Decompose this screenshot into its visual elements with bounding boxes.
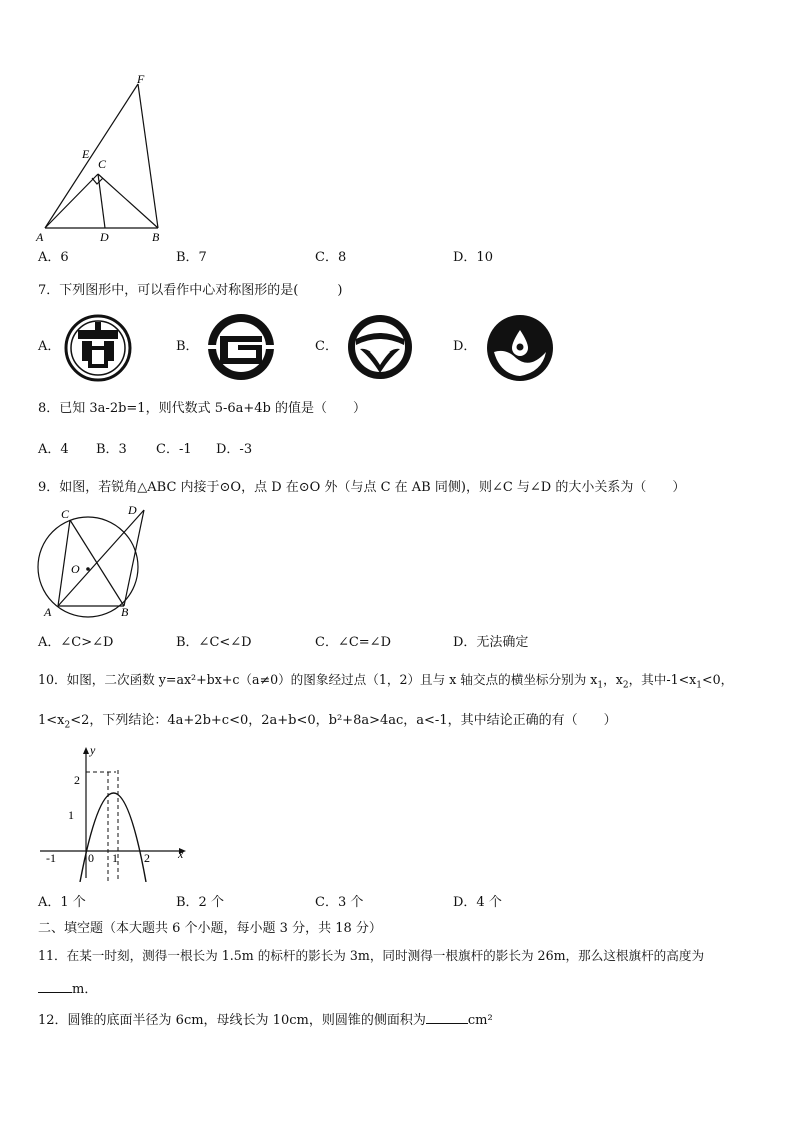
q10-label-x2: 2	[144, 851, 150, 865]
q7-option-c[interactable]: C．	[315, 339, 338, 354]
q7-option-b[interactable]: B．	[176, 339, 199, 354]
q9-option-c[interactable]: C．∠C=∠D	[315, 635, 391, 650]
q8-stem: 8．已知 3a-2b=1，则代数式 5-6a+4b 的值是（ ）	[38, 401, 367, 416]
q10-label-two: 2	[74, 773, 80, 787]
q6-label-B: B	[152, 230, 160, 244]
q11-line2	[38, 980, 97, 998]
q10-option-d[interactable]: D．4 个	[453, 895, 502, 910]
q7-logo-c-icon	[346, 313, 414, 381]
q6-label-F: F	[137, 72, 145, 86]
q7-stem: 7．下列图形中，可以看作中心对称图形的是( )	[38, 283, 343, 298]
q8-option-c[interactable]: C．-1	[156, 442, 192, 457]
q6-label-D: D	[100, 230, 109, 244]
q6-label-C: C	[98, 157, 107, 171]
q9-option-a[interactable]: A．∠C>∠D	[38, 635, 114, 650]
q9-label-D: D	[128, 503, 137, 517]
q10-option-c[interactable]: C．3 个	[315, 895, 364, 910]
q7-logo-b-icon	[206, 312, 276, 382]
q6-label-E: E	[82, 147, 90, 161]
q9-option-d[interactable]: D．无法确定	[453, 635, 529, 650]
q9-label-C: C	[61, 507, 70, 521]
q10-label-zero: 0	[88, 851, 94, 865]
q12-line	[38, 1011, 493, 1029]
q9-stem: 9．如图，若锐角△ABC 内接于⊙O，点 D 在⊙O 外（与点 C 在 AB 同侧)，则∠C 与∠D 的大小关系为（ ）	[38, 480, 686, 495]
q9-option-b[interactable]: B．∠C<∠D	[176, 635, 252, 650]
q9-label-A: A	[44, 605, 52, 619]
q10-label-one: 1	[68, 808, 74, 822]
q9-label-B: B	[121, 605, 129, 619]
q6-option-b[interactable]: B．7	[176, 250, 207, 265]
q12-unit: cm²	[467, 1013, 493, 1028]
q8-option-d[interactable]: D．-3	[216, 442, 253, 457]
q11-answer-blank[interactable]	[38, 980, 72, 993]
q12-text: 12．圆锥的底面半径为 6cm，母线长为 10cm，则圆锥的侧面积为	[38, 1013, 426, 1028]
q11-line1: 11．在某一时刻，测得一根长为 1.5m 的标杆的影长为 3m，同时测得一根旗杆的影长为 26m，那么这根旗杆的高度为	[38, 948, 705, 963]
q7-logo-a-icon	[64, 314, 132, 382]
q12-answer-blank[interactable]	[426, 1011, 468, 1024]
q6-triangle-figure	[30, 70, 190, 245]
q7-logo-d-icon	[486, 314, 554, 382]
q10-label-x1: 1	[112, 851, 118, 865]
q6-label-A: A	[36, 230, 44, 244]
q7-option-a[interactable]: A．	[38, 339, 61, 354]
q8-option-a[interactable]: A．4	[38, 442, 69, 457]
q6-option-d[interactable]: D．10	[453, 250, 493, 265]
q10-parabola-graph	[36, 742, 192, 882]
q10-stem-line1: 10．如图，二次函数 y=ax²+bx+c（a≠0）的图象经过点（1，2）且与 x 轴交点的横坐标分别为 $x_1$，$x_2$，其中$-1<x_1<0$，	[38, 672, 734, 691]
q10-option-a[interactable]: A．1 个	[38, 895, 86, 910]
q9-label-O: O	[71, 562, 80, 576]
q6-option-c[interactable]: C．8	[315, 250, 347, 265]
q10-option-b[interactable]: B．2 个	[176, 895, 224, 910]
q7-option-d[interactable]: D．	[453, 339, 477, 354]
q6-option-a[interactable]: A．6	[38, 250, 69, 265]
q11-unit: m．	[72, 982, 98, 997]
q9-circle-figure	[36, 502, 152, 622]
q10-label-neg1: -1	[46, 851, 56, 865]
q10-label-y: y	[90, 743, 96, 757]
q10-stem-line2: $1<x_2<2$，下列结论：4a+2b+c<0，2a+b<0，b²+8a>4ac，a<-1，其中结论正确的有（ ）	[38, 713, 617, 731]
section2-heading: 二、填空题（本大题共 6 个小题，每小题 3 分，共 18 分）	[38, 921, 382, 936]
q10-label-x: x	[178, 847, 184, 861]
q8-option-b[interactable]: B．3	[96, 442, 127, 457]
